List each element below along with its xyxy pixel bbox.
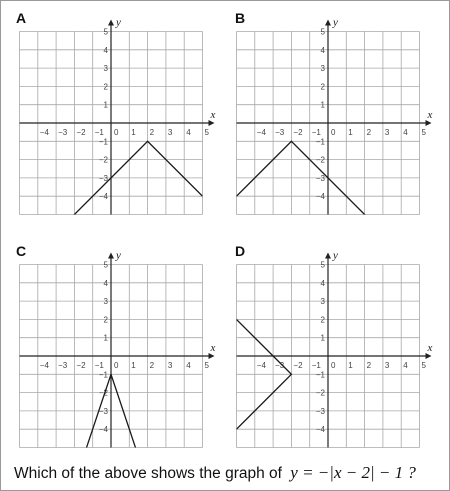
y-axis-arrow	[108, 253, 114, 259]
y-tick-label: −4	[98, 192, 108, 202]
graph-d	[225, 241, 440, 451]
y-tick-label: 3	[320, 64, 325, 74]
y-axis-label: y	[116, 16, 121, 29]
x-tick-label: −3	[275, 361, 285, 370]
x-tick-label: −4	[256, 128, 266, 137]
x-tick-label: 5	[421, 361, 426, 370]
y-tick-label: −2	[98, 388, 108, 398]
graph-c	[8, 241, 223, 451]
y-tick-label: 1	[103, 100, 108, 110]
y-tick-label: 2	[103, 82, 108, 92]
x-tick-label: −4	[39, 361, 49, 370]
x-tick-label: 4	[403, 361, 408, 370]
panel-label-d: D	[235, 243, 246, 259]
panel-label-c: C	[16, 243, 27, 259]
x-tick-label: 5	[204, 361, 209, 370]
x-axis-label: x	[427, 342, 433, 354]
x-tick-label: 2	[149, 361, 155, 370]
y-tick-label: 4	[320, 45, 325, 55]
x-tick-label: −3	[275, 128, 285, 137]
y-tick-label: 1	[320, 333, 325, 343]
panel-label-b: B	[235, 10, 246, 26]
x-tick-label: 0	[114, 128, 119, 137]
x-tick-label: −2	[76, 361, 86, 370]
y-axis-label: y	[116, 249, 121, 262]
graph-a	[8, 8, 223, 218]
x-tick-label: 1	[348, 128, 353, 137]
y-tick-label: −2	[98, 155, 108, 165]
y-tick-label: 4	[320, 278, 325, 288]
graph-b	[225, 8, 440, 218]
y-tick-label: 5	[320, 27, 325, 37]
graph-panel-a	[8, 8, 223, 218]
y-tick-label: 3	[320, 297, 325, 307]
x-tick-label: 2	[366, 361, 372, 370]
y-axis-label: y	[333, 16, 338, 29]
x-tick-label: 3	[167, 361, 173, 370]
y-tick-label: −3	[98, 406, 108, 416]
y-tick-label: −1	[98, 370, 108, 380]
x-tick-label: −2	[293, 128, 303, 137]
y-tick-label: −3	[315, 406, 325, 416]
x-tick-label: 2	[149, 128, 155, 137]
y-tick-label: 3	[103, 297, 108, 307]
y-tick-label: 1	[320, 100, 325, 110]
y-tick-label: 5	[103, 27, 108, 37]
x-tick-label: 4	[403, 128, 408, 137]
x-tick-label: −3	[58, 128, 68, 137]
x-tick-label: −4	[39, 128, 49, 137]
y-tick-label: −3	[315, 173, 325, 183]
x-tick-label: −1	[94, 361, 104, 370]
panel-label-a: A	[16, 10, 27, 26]
y-axis-arrow	[325, 253, 331, 259]
x-tick-label: −3	[58, 361, 68, 370]
x-tick-label: 3	[384, 361, 390, 370]
graph-panel-d	[225, 241, 440, 451]
x-axis-label: x	[210, 109, 216, 121]
question-prompt: Which of the above shows the graph of	[14, 465, 282, 482]
y-tick-label: −4	[98, 425, 108, 435]
question-text	[14, 463, 416, 483]
y-tick-label: 4	[103, 45, 108, 55]
y-tick-label: 4	[103, 278, 108, 288]
y-tick-label: −4	[315, 192, 325, 202]
y-tick-label: −2	[315, 155, 325, 165]
x-tick-label: 0	[331, 128, 336, 137]
y-tick-label: 2	[103, 315, 108, 325]
question-equation: y = −|x − 2| − 1 ?	[290, 463, 416, 482]
y-tick-label: −3	[98, 173, 108, 183]
x-tick-label: 1	[131, 361, 136, 370]
x-tick-label: 0	[331, 361, 336, 370]
x-tick-label: −2	[76, 128, 86, 137]
y-tick-label: −1	[98, 137, 108, 147]
y-tick-label: 5	[103, 260, 108, 270]
y-tick-label: 5	[320, 260, 325, 270]
y-tick-label: −2	[315, 388, 325, 398]
x-tick-label: 2	[366, 128, 372, 137]
y-axis-arrow	[325, 20, 331, 26]
x-tick-label: −2	[293, 361, 303, 370]
x-tick-label: −4	[256, 361, 266, 370]
x-tick-label: 3	[384, 128, 390, 137]
y-tick-label: −4	[315, 425, 325, 435]
y-tick-label: 1	[103, 333, 108, 343]
x-tick-label: 4	[186, 128, 191, 137]
y-axis-arrow	[108, 20, 114, 26]
x-tick-label: 1	[348, 361, 353, 370]
x-tick-label: 5	[204, 128, 209, 137]
x-tick-label: −1	[94, 128, 104, 137]
y-tick-label: 3	[103, 64, 108, 74]
y-axis-label: y	[333, 249, 338, 262]
x-tick-label: 1	[131, 128, 136, 137]
x-tick-label: 3	[167, 128, 173, 137]
x-tick-label: 4	[186, 361, 191, 370]
x-tick-label: 5	[421, 128, 426, 137]
y-tick-label: 2	[320, 315, 325, 325]
x-axis-label: x	[210, 342, 216, 354]
graph-panel-c	[8, 241, 223, 451]
x-tick-label: −1	[311, 361, 321, 370]
x-tick-label: 0	[114, 361, 119, 370]
x-axis-label: x	[427, 109, 433, 121]
graph-panel-b	[225, 8, 440, 218]
x-tick-label: −1	[311, 128, 321, 137]
y-tick-label: −1	[315, 370, 325, 380]
y-tick-label: 2	[320, 82, 325, 92]
y-tick-label: −1	[315, 137, 325, 147]
